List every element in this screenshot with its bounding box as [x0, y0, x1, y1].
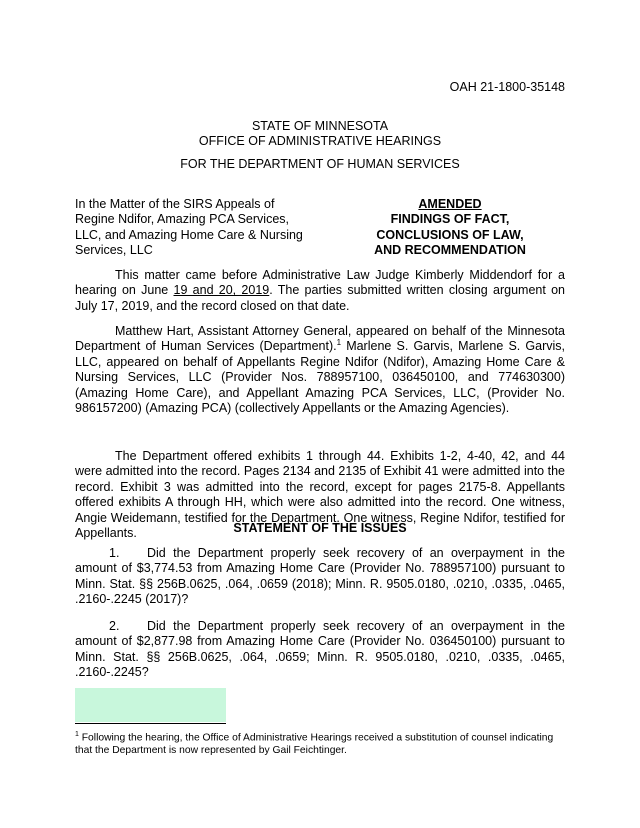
highlight-box [75, 688, 226, 722]
case-caption-matter [75, 197, 330, 259]
paragraph-hearing: This matter came before Administrative Law Judge Kimberly Middendorf for a hearing on June 19 and 20, 2019. The parties submitted written closing argument on July 17, 2019, and the record closed on that date. [75, 268, 565, 313]
title-line: CONCLUSIONS OF LAW, [376, 227, 524, 242]
caption-line: Regine Ndifor, Amazing PCA Services, [75, 212, 289, 227]
paragraph-appearances: Matthew Hart, Assistant Attorney General, appeared on behalf of the Minnesota Department of Human Services (Department).$^1$ Marlene S. Garvis, Marlene S. Garvis, LLC, appeared on behalf of Appellants Regine Ndifor (Ndifor), Amazing Home Care & Nursing Services, LLC (Provider Nos. 788957100, 036450100, and 774630300) (Amazing Home Care), and Appellant Amazing PCA Services, LLC, (Provider No. 986157200) (Amazing PCA) (collectively Appellants or the Amazing Agencies). [75, 324, 565, 416]
title-line: FINDINGS OF FACT, [390, 212, 510, 227]
document-title [335, 197, 565, 259]
issue-number: 2. [109, 619, 120, 633]
footnote [75, 729, 565, 758]
footnote-marker: 1 [75, 731, 79, 738]
header-office: OFFICE OF ADMINISTRATIVE HEARINGS [198, 134, 442, 148]
issue-text: Did the Department properly seek recovery of an overpayment in the amount of $2,877.98 from Amazing Home Care (Provider No. 036450100) pursuant to Minn. Stat. §§ 256B.0625, .064, .0659; Minn. R. 9505.0180, .0210, .0335, .0465, .2160-.2245? [75, 619, 565, 680]
title-amended: AMENDED [418, 197, 482, 211]
header-department: FOR THE DEPARTMENT OF HUMAN SERVICES [180, 157, 460, 171]
header-state: STATE OF MINNESOTA [251, 119, 389, 133]
footnote-divider [75, 723, 226, 724]
title-line: AND RECOMMENDATION [374, 243, 526, 258]
issue-item [75, 619, 565, 681]
section-heading-issues: STATEMENT OF THE ISSUES [233, 521, 407, 535]
issue-item [75, 546, 565, 608]
issue-text: Did the Department properly seek recovery of an overpayment in the amount of $3,774.53 from Amazing Home Care (Provider No. 788957100) pursuant to Minn. Stat. §§ 256B.0625, .064, .0659 (2018); Minn. R. 9505.0180, .0210, .0335, .0465, .2160-.2245 (2017)? [75, 546, 565, 607]
file-number: OAH 21-1800-35148 [449, 80, 565, 94]
caption-line: In the Matter of the SIRS Appeals of [75, 197, 275, 211]
issue-number: 1. [109, 546, 120, 560]
caption-line: Services, LLC [75, 243, 153, 258]
footnote-reference: 1 [336, 338, 342, 348]
footnote-text: Following the hearing, the Office of Administrative Hearings received a substitution of counsel indicating that the Department is now represented by Gail Feichtinger. [75, 732, 554, 757]
hearing-dates: 19 and 20, 2019 [173, 283, 270, 298]
caption-line: LLC, and Amazing Home Care & Nursing [75, 227, 303, 242]
paragraph-exhibits: The Department offered exhibits 1 through 44. Exhibits 1-2, 4-40, 42, and 44 were admitted into the record. Pages 2134 and 2135 of Exhibit 41 were admitted into the record. Exhibit 3 was admitted into the record, except for pages 2175-8. Appellants offered exhibits A through HH, which were also admitted into the record. One witness, Angie Weidemann, testified for the Department. One witness, Regine Ndifor, testified for Appellants. [75, 449, 565, 541]
